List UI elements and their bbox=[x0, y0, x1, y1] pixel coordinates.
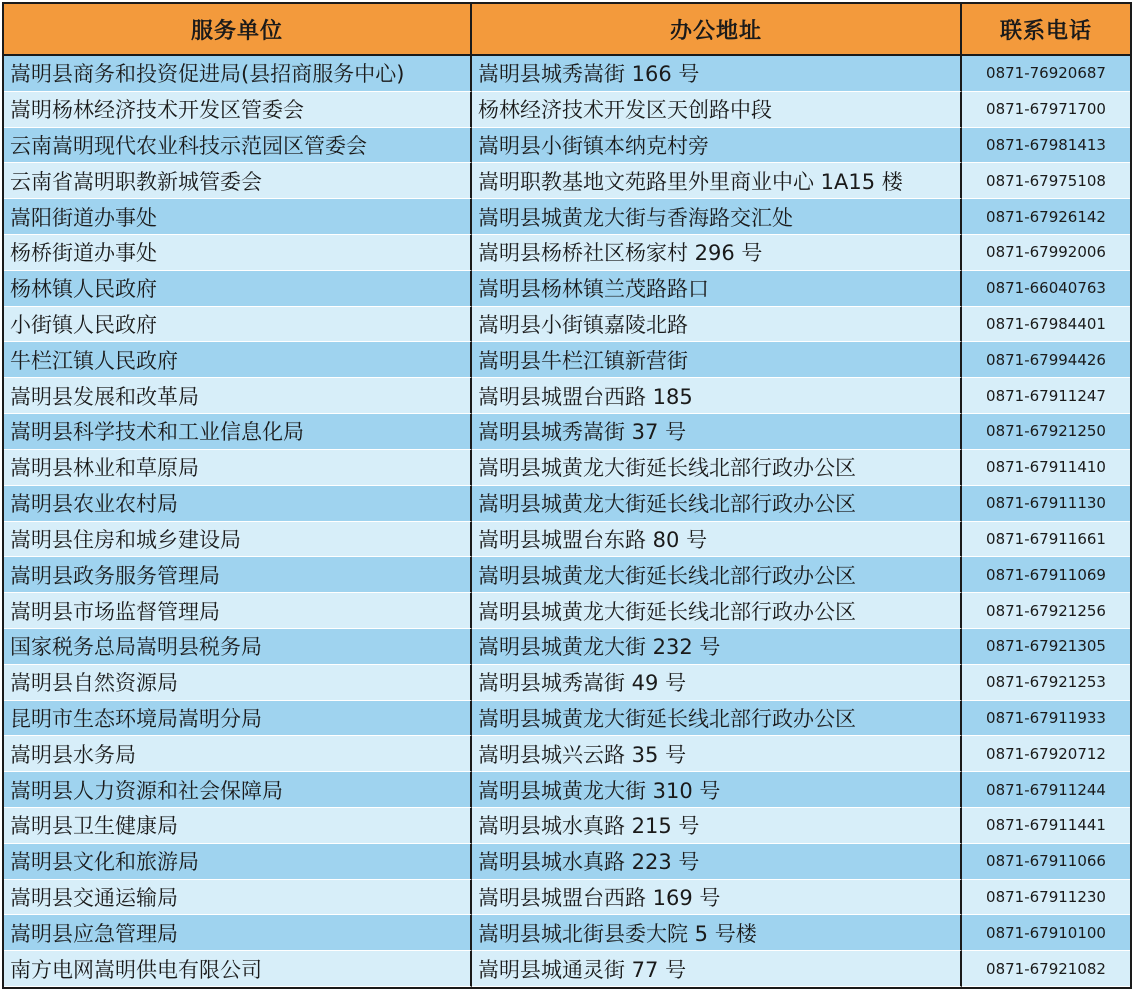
service-directory-table bbox=[2, 2, 1132, 989]
cell-office-address: 嵩明县城北街县委大院 5 号楼 bbox=[472, 915, 962, 951]
cell-contact-phone: 0871-76920687 bbox=[962, 56, 1130, 92]
cell-office-address: 嵩明县城黄龙大街 310 号 bbox=[472, 772, 962, 808]
cell-service-unit: 嵩明县市场监督管理局 bbox=[4, 593, 472, 629]
cell-service-unit: 昆明市生态环境局嵩明分局 bbox=[4, 701, 472, 737]
cell-office-address: 嵩明县城兴云路 35 号 bbox=[472, 736, 962, 772]
cell-service-unit: 嵩明县卫生健康局 bbox=[4, 808, 472, 844]
cell-contact-phone: 0871-67911230 bbox=[962, 880, 1130, 916]
cell-service-unit: 嵩阳街道办事处 bbox=[4, 199, 472, 235]
cell-office-address: 嵩明县城黄龙大街延长线北部行政办公区 bbox=[472, 593, 962, 629]
cell-contact-phone: 0871-67911066 bbox=[962, 844, 1130, 880]
cell-contact-phone: 0871-67911661 bbox=[962, 522, 1130, 558]
cell-service-unit: 嵩明杨林经济技术开发区管委会 bbox=[4, 92, 472, 128]
cell-contact-phone: 0871-67921250 bbox=[962, 414, 1130, 450]
cell-service-unit: 小街镇人民政府 bbox=[4, 307, 472, 343]
cell-office-address: 嵩明县城黄龙大街 232 号 bbox=[472, 629, 962, 665]
cell-contact-phone: 0871-67911933 bbox=[962, 701, 1130, 737]
cell-contact-phone: 0871-67911069 bbox=[962, 557, 1130, 593]
cell-office-address: 嵩明县城通灵街 77 号 bbox=[472, 951, 962, 987]
cell-service-unit: 牛栏江镇人民政府 bbox=[4, 342, 472, 378]
cell-contact-phone: 0871-67921253 bbox=[962, 665, 1130, 701]
cell-service-unit: 云南嵩明现代农业科技示范园区管委会 bbox=[4, 128, 472, 164]
cell-service-unit: 嵩明县住房和城乡建设局 bbox=[4, 522, 472, 558]
cell-contact-phone: 0871-67994426 bbox=[962, 342, 1130, 378]
header-office-address: 办公地址 bbox=[472, 4, 962, 56]
cell-office-address: 嵩明县城黄龙大街延长线北部行政办公区 bbox=[472, 701, 962, 737]
cell-contact-phone: 0871-67975108 bbox=[962, 163, 1130, 199]
cell-service-unit: 南方电网嵩明供电有限公司 bbox=[4, 951, 472, 987]
cell-office-address: 嵩明县城黄龙大街延长线北部行政办公区 bbox=[472, 450, 962, 486]
cell-service-unit: 嵩明县交通运输局 bbox=[4, 880, 472, 916]
cell-service-unit: 嵩明县农业农村局 bbox=[4, 486, 472, 522]
cell-contact-phone: 0871-66040763 bbox=[962, 271, 1130, 307]
cell-contact-phone: 0871-67926142 bbox=[962, 199, 1130, 235]
cell-contact-phone: 0871-67911247 bbox=[962, 378, 1130, 414]
cell-office-address: 嵩明县牛栏江镇新营街 bbox=[472, 342, 962, 378]
cell-office-address: 嵩明县城黄龙大街与香海路交汇处 bbox=[472, 199, 962, 235]
cell-service-unit: 嵩明县林业和草原局 bbox=[4, 450, 472, 486]
cell-contact-phone: 0871-67911441 bbox=[962, 808, 1130, 844]
cell-contact-phone: 0871-67992006 bbox=[962, 235, 1130, 271]
cell-office-address: 嵩明县城盟台西路 169 号 bbox=[472, 880, 962, 916]
cell-service-unit: 嵩明县水务局 bbox=[4, 736, 472, 772]
cell-service-unit: 嵩明县自然资源局 bbox=[4, 665, 472, 701]
cell-office-address: 嵩明县杨桥社区杨家村 296 号 bbox=[472, 235, 962, 271]
cell-office-address: 嵩明县城黄龙大街延长线北部行政办公区 bbox=[472, 486, 962, 522]
cell-office-address: 嵩明县城秀嵩街 166 号 bbox=[472, 56, 962, 92]
cell-office-address: 嵩明县杨林镇兰茂路路口 bbox=[472, 271, 962, 307]
cell-contact-phone: 0871-67981413 bbox=[962, 128, 1130, 164]
cell-service-unit: 嵩明县商务和投资促进局(县招商服务中心) bbox=[4, 56, 472, 92]
cell-service-unit: 嵩明县应急管理局 bbox=[4, 915, 472, 951]
cell-service-unit: 杨桥街道办事处 bbox=[4, 235, 472, 271]
cell-service-unit: 嵩明县发展和改革局 bbox=[4, 378, 472, 414]
cell-office-address: 嵩明县城盟台西路 185 bbox=[472, 378, 962, 414]
cell-office-address: 嵩明职教基地文苑路里外里商业中心 1A15 楼 bbox=[472, 163, 962, 199]
cell-service-unit: 嵩明县科学技术和工业信息化局 bbox=[4, 414, 472, 450]
cell-office-address: 嵩明县城秀嵩街 37 号 bbox=[472, 414, 962, 450]
cell-service-unit: 嵩明县政务服务管理局 bbox=[4, 557, 472, 593]
header-contact-phone: 联系电话 bbox=[962, 4, 1130, 56]
cell-contact-phone: 0871-67920712 bbox=[962, 736, 1130, 772]
cell-contact-phone: 0871-67921305 bbox=[962, 629, 1130, 665]
cell-service-unit: 杨林镇人民政府 bbox=[4, 271, 472, 307]
cell-office-address: 嵩明县城黄龙大街延长线北部行政办公区 bbox=[472, 557, 962, 593]
cell-office-address: 杨林经济技术开发区天创路中段 bbox=[472, 92, 962, 128]
cell-office-address: 嵩明县小街镇嘉陵北路 bbox=[472, 307, 962, 343]
cell-office-address: 嵩明县城盟台东路 80 号 bbox=[472, 522, 962, 558]
cell-contact-phone: 0871-67911244 bbox=[962, 772, 1130, 808]
cell-contact-phone: 0871-67921256 bbox=[962, 593, 1130, 629]
cell-service-unit: 国家税务总局嵩明县税务局 bbox=[4, 629, 472, 665]
cell-office-address: 嵩明县城水真路 215 号 bbox=[472, 808, 962, 844]
cell-contact-phone: 0871-67910100 bbox=[962, 915, 1130, 951]
header-service-unit: 服务单位 bbox=[4, 4, 472, 56]
cell-service-unit: 嵩明县文化和旅游局 bbox=[4, 844, 472, 880]
cell-service-unit: 嵩明县人力资源和社会保障局 bbox=[4, 772, 472, 808]
cell-office-address: 嵩明县城水真路 223 号 bbox=[472, 844, 962, 880]
cell-contact-phone: 0871-67911130 bbox=[962, 486, 1130, 522]
cell-office-address: 嵩明县城秀嵩街 49 号 bbox=[472, 665, 962, 701]
cell-office-address: 嵩明县小街镇本纳克村旁 bbox=[472, 128, 962, 164]
cell-contact-phone: 0871-67984401 bbox=[962, 307, 1130, 343]
cell-contact-phone: 0871-67911410 bbox=[962, 450, 1130, 486]
cell-service-unit: 云南省嵩明职教新城管委会 bbox=[4, 163, 472, 199]
cell-contact-phone: 0871-67971700 bbox=[962, 92, 1130, 128]
cell-contact-phone: 0871-67921082 bbox=[962, 951, 1130, 987]
